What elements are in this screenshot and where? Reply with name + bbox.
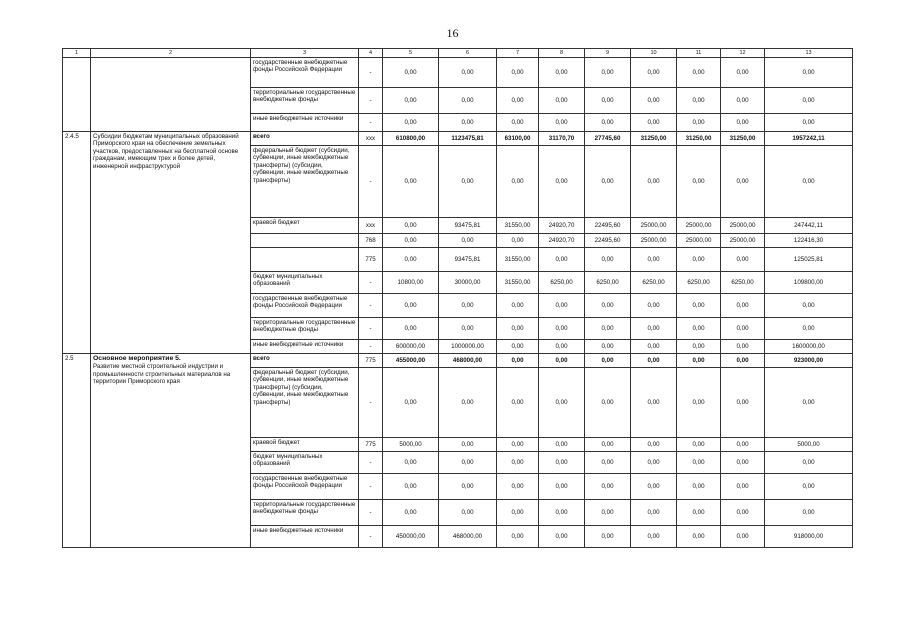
funding-source: иные внебюджетные источники <box>251 340 359 354</box>
funding-source: территориальные государственные внебюджетные фонды <box>251 318 359 340</box>
value-cell: 0,00 <box>585 354 631 368</box>
value-cell: 0,00 <box>383 318 439 340</box>
budget-code: - <box>359 294 383 318</box>
table-row <box>63 58 853 88</box>
value-cell: 0,00 <box>721 452 765 474</box>
value-cell: 0,00 <box>677 368 721 438</box>
value-cell: 0,00 <box>383 58 439 88</box>
column-number: 12 <box>721 49 765 58</box>
value-cell: 25000,00 <box>721 218 765 234</box>
column-number: 3 <box>251 49 359 58</box>
value-cell: 0,00 <box>439 452 497 474</box>
value-cell: 25000,00 <box>677 218 721 234</box>
budget-code: - <box>359 318 383 340</box>
value-cell: 0,00 <box>765 88 853 114</box>
value-cell: 0,00 <box>677 438 721 452</box>
value-cell: 0,00 <box>631 248 677 272</box>
header-row <box>63 49 853 58</box>
budget-code: - <box>359 340 383 354</box>
value-cell: 1123475,81 <box>439 132 497 146</box>
value-cell: 0,00 <box>383 294 439 318</box>
value-cell: 0,00 <box>585 500 631 526</box>
value-cell: 0,00 <box>383 88 439 114</box>
budget-code: - <box>359 526 383 548</box>
value-cell: 125025,81 <box>765 248 853 272</box>
value-cell: 468000,00 <box>439 526 497 548</box>
value-cell: 0,00 <box>765 146 853 218</box>
budget-code: 775 <box>359 354 383 368</box>
value-cell: 0,00 <box>631 58 677 88</box>
table-body <box>63 49 853 548</box>
value-cell: 0,00 <box>539 340 585 354</box>
empty-name-cell <box>91 58 251 132</box>
value-cell: 450000,00 <box>383 526 439 548</box>
value-cell: 0,00 <box>677 474 721 500</box>
value-cell: 0,00 <box>497 438 539 452</box>
value-cell: 0,00 <box>721 146 765 218</box>
funding-source: бюджет муниципальных образований <box>251 452 359 474</box>
value-cell: 25000,00 <box>677 234 721 248</box>
value-cell: 0,00 <box>721 368 765 438</box>
value-cell: 0,00 <box>539 368 585 438</box>
value-cell: 0,00 <box>497 58 539 88</box>
value-cell: 93475,81 <box>439 248 497 272</box>
page-number: 16 <box>446 26 459 40</box>
value-cell: 0,00 <box>677 526 721 548</box>
value-cell: 31250,00 <box>721 132 765 146</box>
value-cell: 63100,00 <box>497 132 539 146</box>
funding-source: государственные внебюджетные фонды Российской Федерации <box>251 58 359 88</box>
value-cell: 0,00 <box>721 340 765 354</box>
funding-source: всего <box>251 354 359 368</box>
value-cell: 0,00 <box>497 354 539 368</box>
value-cell: 6250,00 <box>721 272 765 294</box>
value-cell: 0,00 <box>539 294 585 318</box>
value-cell: 0,00 <box>631 368 677 438</box>
value-cell: 0,00 <box>539 354 585 368</box>
value-cell: 0,00 <box>539 438 585 452</box>
value-cell: 0,00 <box>383 248 439 272</box>
value-cell: 0,00 <box>721 88 765 114</box>
value-cell: 0,00 <box>631 146 677 218</box>
value-cell: 0,00 <box>765 58 853 88</box>
value-cell: 0,00 <box>585 340 631 354</box>
value-cell: 31550,00 <box>497 248 539 272</box>
value-cell: 6250,00 <box>539 272 585 294</box>
value-cell: 600000,00 <box>383 340 439 354</box>
value-cell: 0,00 <box>497 146 539 218</box>
value-cell: 0,00 <box>631 318 677 340</box>
value-cell: 31550,00 <box>497 218 539 234</box>
value-cell: 0,00 <box>721 500 765 526</box>
value-cell: 27745,60 <box>585 132 631 146</box>
value-cell: 0,00 <box>721 294 765 318</box>
budget-code: - <box>359 114 383 132</box>
value-cell: 0,00 <box>721 438 765 452</box>
value-cell: 0,00 <box>539 500 585 526</box>
budget-code: - <box>359 368 383 438</box>
value-cell: 0,00 <box>721 248 765 272</box>
value-cell: 6250,00 <box>677 272 721 294</box>
value-cell: 0,00 <box>497 526 539 548</box>
column-number: 13 <box>765 49 853 58</box>
value-cell: 25000,00 <box>631 234 677 248</box>
budget-code: 768 <box>359 234 383 248</box>
value-cell: 0,00 <box>439 318 497 340</box>
value-cell: 0,00 <box>439 58 497 88</box>
value-cell: 0,00 <box>677 500 721 526</box>
value-cell: 0,00 <box>585 294 631 318</box>
funding-source: территориальные государственные внебюджетные фонды <box>251 88 359 114</box>
budget-code: - <box>359 452 383 474</box>
value-cell: 0,00 <box>383 234 439 248</box>
value-cell: 30000,00 <box>439 272 497 294</box>
value-cell: 6250,00 <box>585 272 631 294</box>
value-cell: 468000,00 <box>439 354 497 368</box>
budget-code: xxx <box>359 218 383 234</box>
empty-number-cell <box>63 58 91 132</box>
value-cell: 0,00 <box>497 88 539 114</box>
value-cell: 0,00 <box>765 474 853 500</box>
value-cell: 0,00 <box>585 438 631 452</box>
funding-source: территориальные государственные внебюджетные фонды <box>251 500 359 526</box>
value-cell: 0,00 <box>497 500 539 526</box>
value-cell: 0,00 <box>383 218 439 234</box>
value-cell: 0,00 <box>677 88 721 114</box>
funding-source: краевой бюджет <box>251 218 359 234</box>
budget-code: - <box>359 146 383 218</box>
column-number: 11 <box>677 49 721 58</box>
value-cell: 455000,00 <box>383 354 439 368</box>
budget-table <box>62 48 853 548</box>
funding-source: иные внебюджетные источники <box>251 526 359 548</box>
value-cell: 0,00 <box>677 340 721 354</box>
value-cell: 0,00 <box>765 294 853 318</box>
item-name-cell <box>91 354 251 548</box>
column-number: 10 <box>631 49 677 58</box>
column-number: 5 <box>383 49 439 58</box>
value-cell: 0,00 <box>497 340 539 354</box>
value-cell: 923000,00 <box>765 354 853 368</box>
value-cell: 5000,00 <box>765 438 853 452</box>
value-cell: 0,00 <box>439 474 497 500</box>
funding-source: всего <box>251 132 359 146</box>
value-cell: 0,00 <box>383 114 439 132</box>
value-cell: 0,00 <box>677 318 721 340</box>
value-cell: 31550,00 <box>497 272 539 294</box>
item-title: Основное мероприятие 5. <box>93 355 181 362</box>
value-cell: 0,00 <box>585 368 631 438</box>
value-cell: 25000,00 <box>721 234 765 248</box>
value-cell: 0,00 <box>677 294 721 318</box>
value-cell: 0,00 <box>539 58 585 88</box>
value-cell: 31250,00 <box>677 132 721 146</box>
value-cell: 0,00 <box>585 146 631 218</box>
value-cell: 0,00 <box>631 438 677 452</box>
value-cell: 31250,00 <box>631 132 677 146</box>
value-cell: 0,00 <box>539 452 585 474</box>
value-cell: 0,00 <box>677 248 721 272</box>
value-cell: 0,00 <box>721 318 765 340</box>
item-name: Субсидии бюджетам муниципальных образований Приморского края на обеспечение земельных участков, предоставленных на бесплатной основе гражданам, имеющим трех и более детей, инженерной инфраструктурой <box>91 132 251 354</box>
value-cell: 0,00 <box>765 452 853 474</box>
funding-source: федеральный бюджет (субсидии, субвенции, иные межбюджетные трансферты) (субсидии, субвенции, иные межбюджетные трансферты) <box>251 146 359 218</box>
value-cell: 0,00 <box>439 114 497 132</box>
value-cell: 1957242,11 <box>765 132 853 146</box>
value-cell: 0,00 <box>721 354 765 368</box>
value-cell: 1600000,00 <box>765 340 853 354</box>
value-cell: 10800,00 <box>383 272 439 294</box>
budget-code: - <box>359 272 383 294</box>
value-cell: 0,00 <box>721 114 765 132</box>
value-cell: 31170,70 <box>539 132 585 146</box>
value-cell: 0,00 <box>585 114 631 132</box>
value-cell: 0,00 <box>585 526 631 548</box>
value-cell: 0,00 <box>631 526 677 548</box>
value-cell: 0,00 <box>721 526 765 548</box>
value-cell: 0,00 <box>765 368 853 438</box>
budget-code: - <box>359 474 383 500</box>
funding-source: государственные внебюджетные фонды Российской Федерации <box>251 474 359 500</box>
value-cell: 0,00 <box>631 500 677 526</box>
value-cell: 0,00 <box>383 452 439 474</box>
budget-code: - <box>359 88 383 114</box>
funding-source: краевой бюджет <box>251 438 359 452</box>
value-cell: 6250,00 <box>631 272 677 294</box>
value-cell: 0,00 <box>631 294 677 318</box>
value-cell: 22495,60 <box>585 234 631 248</box>
budget-code: 775 <box>359 248 383 272</box>
budget-code: 775 <box>359 438 383 452</box>
value-cell: 0,00 <box>721 474 765 500</box>
funding-source: государственные внебюджетные фонды Российской Федерации <box>251 294 359 318</box>
value-cell: 610800,00 <box>383 132 439 146</box>
budget-code: - <box>359 58 383 88</box>
value-cell: 0,00 <box>677 114 721 132</box>
value-cell: 0,00 <box>765 318 853 340</box>
value-cell: 0,00 <box>383 146 439 218</box>
budget-code: - <box>359 500 383 526</box>
value-cell: 0,00 <box>383 500 439 526</box>
value-cell: 0,00 <box>539 88 585 114</box>
value-cell: 0,00 <box>677 354 721 368</box>
column-number: 6 <box>439 49 497 58</box>
funding-source: бюджет муниципальных образований <box>251 272 359 294</box>
item-number: 2.5 <box>63 354 91 548</box>
value-cell: 0,00 <box>383 474 439 500</box>
value-cell: 22495,60 <box>585 218 631 234</box>
budget-code: xxx <box>359 132 383 146</box>
value-cell: 0,00 <box>631 354 677 368</box>
value-cell: 0,00 <box>631 474 677 500</box>
value-cell: 0,00 <box>497 318 539 340</box>
value-cell: 0,00 <box>439 294 497 318</box>
item-number: 2.4.5 <box>63 132 91 354</box>
value-cell: 0,00 <box>585 88 631 114</box>
value-cell: 109800,00 <box>765 272 853 294</box>
table-row <box>63 354 853 368</box>
value-cell: 0,00 <box>497 114 539 132</box>
value-cell: 0,00 <box>439 368 497 438</box>
value-cell: 0,00 <box>439 438 497 452</box>
value-cell: 0,00 <box>497 452 539 474</box>
funding-source <box>251 248 359 272</box>
table-row <box>63 132 853 146</box>
value-cell: 24920,70 <box>539 218 585 234</box>
value-cell: 0,00 <box>497 474 539 500</box>
funding-source <box>251 234 359 248</box>
value-cell: 0,00 <box>585 58 631 88</box>
value-cell: 0,00 <box>677 452 721 474</box>
value-cell: 0,00 <box>631 88 677 114</box>
value-cell: 0,00 <box>497 294 539 318</box>
column-number: 2 <box>91 49 251 58</box>
value-cell: 0,00 <box>539 474 585 500</box>
value-cell: 0,00 <box>439 88 497 114</box>
value-cell: 0,00 <box>439 500 497 526</box>
value-cell: 0,00 <box>539 318 585 340</box>
value-cell: 0,00 <box>677 146 721 218</box>
column-number: 4 <box>359 49 383 58</box>
value-cell: 0,00 <box>631 452 677 474</box>
value-cell: 24920,70 <box>539 234 585 248</box>
value-cell: 0,00 <box>631 340 677 354</box>
value-cell: 0,00 <box>631 114 677 132</box>
value-cell: 0,00 <box>585 474 631 500</box>
value-cell: 0,00 <box>497 234 539 248</box>
value-cell: 93475,81 <box>439 218 497 234</box>
item-name: Развитие местной строительной индустрии и промышленности строительных материалов на территории Приморского края <box>93 363 231 386</box>
value-cell: 0,00 <box>585 248 631 272</box>
value-cell: 0,00 <box>539 146 585 218</box>
value-cell: 5000,00 <box>383 438 439 452</box>
value-cell: 0,00 <box>383 368 439 438</box>
funding-source: федеральный бюджет (субсидии, субвенции, иные межбюджетные трансферты) (субсидии, субвенции, иные межбюджетные трансферты) <box>251 368 359 438</box>
value-cell: 0,00 <box>539 114 585 132</box>
value-cell: 0,00 <box>721 58 765 88</box>
value-cell: 122416,30 <box>765 234 853 248</box>
column-number: 9 <box>585 49 631 58</box>
value-cell: 0,00 <box>765 500 853 526</box>
value-cell: 0,00 <box>765 114 853 132</box>
value-cell: 0,00 <box>585 318 631 340</box>
value-cell: 0,00 <box>677 58 721 88</box>
column-number: 1 <box>63 49 91 58</box>
value-cell: 0,00 <box>497 368 539 438</box>
value-cell: 0,00 <box>439 146 497 218</box>
value-cell: 918000,00 <box>765 526 853 548</box>
value-cell: 247442,11 <box>765 218 853 234</box>
value-cell: 25000,00 <box>631 218 677 234</box>
value-cell: 0,00 <box>439 234 497 248</box>
value-cell: 0,00 <box>539 526 585 548</box>
value-cell: 1000000,00 <box>439 340 497 354</box>
column-number: 7 <box>497 49 539 58</box>
column-number: 8 <box>539 49 585 58</box>
value-cell: 0,00 <box>539 248 585 272</box>
value-cell: 0,00 <box>585 452 631 474</box>
funding-source: иные внебюджетные источники <box>251 114 359 132</box>
